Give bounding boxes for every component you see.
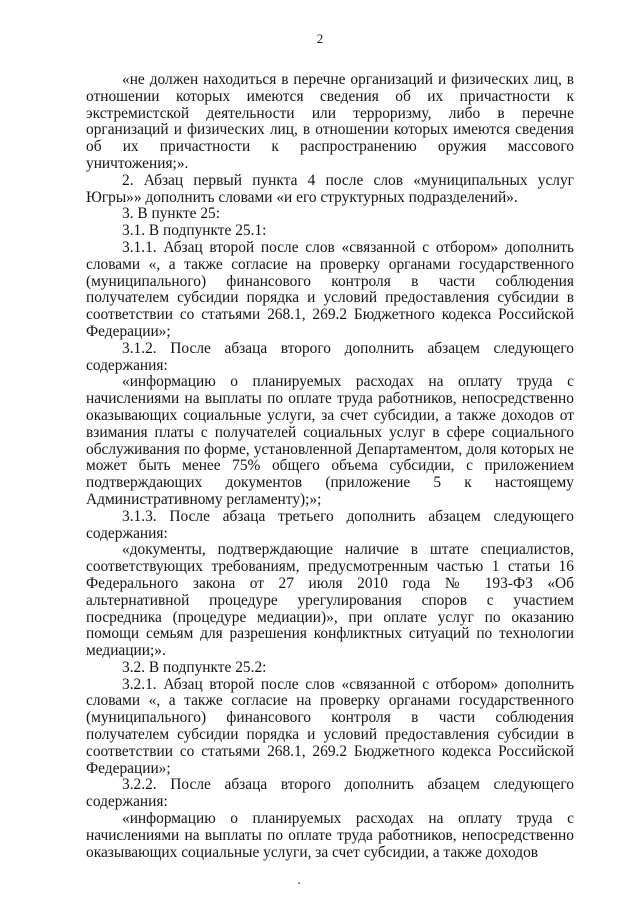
- paragraph-item-3-1: 3.1. В подпункте 25.1:: [122, 222, 267, 240]
- paragraph-item-3: 3. В пункте 25:: [122, 205, 221, 223]
- document-body: [86, 72, 574, 861]
- paragraph-quote-extremism: «не должен находиться в перечне организаций и физических лиц, в отношении которых имеются сведения об их причастности к экстремистской деятельности или терроризму, либо в перечне организаций и физических лиц, в отношении которых имеются сведения об их причастности к распространению оружия массового уничтожения;».: [86, 71, 574, 172]
- paragraph-item-3-1-3: 3.1.3. После абзаца третьего дополнить абзацем следующего содержания:: [86, 507, 574, 542]
- paragraph-item-3-2: 3.2. В подпункте 25.2:: [122, 658, 267, 676]
- paragraph-quote-labor-costs: «информацию о планируемых расходах на оплату труда с начислениями на выплаты по оплате труда работников, непосредственно оказывающих социальные услуги, за счет субсидии, а также доходов от взимания платы с получателей социальных услуг в сфере социального обслуживания по форме, установленной Департаментом, доля которых не может быть менее 75% общего объема субсидии, с приложением подтверждающих документов (приложение 5 к настоящему Административному регламенту);»;: [86, 373, 574, 508]
- paragraph-item-2: 2. Абзац первый пункта 4 после слов «муниципальных услуг Югры»» дополнить словами «и его структурных подразделений».: [86, 171, 574, 206]
- paragraph-item-3-1-2: 3.1.2. После абзаца второго дополнить абзацем следующего содержания:: [86, 339, 574, 374]
- paragraph-quote-mediation: «документы, подтверждающие наличие в штате специалистов, соответствующих требованиям, предусмотренным частью 1 статьи 16 Федерального закона от 27 июля 2010 года № 193-ФЗ «Об альтернативной процедуре урегулирования споров с участием посредника (процедуре медиации)», при оплате услуг по оказанию помощи семьям для разрешения конфликтных ситуаций по технологии медиации;».: [86, 541, 574, 660]
- paragraph-item-3-1-1: 3.1.1. Абзац второй после слов «связанной с отбором» дополнить словами «, а также согласие на проверку органами государственного (муниципального) финансового контроля в части соблюдения получателем субсидии порядка и условий предоставления субсидии в соответствии со статьями 268.1, 269.2 Бюджетного кодекса Российской Федерации»;: [86, 238, 574, 340]
- paragraph-quote-labor-costs-2: «информацию о планируемых расходах на оплату труда с начислениями на выплаты по оплате труда работников, непосредственно оказывающих социальные услуги, за счет субсидии, а также доходов: [86, 810, 574, 861]
- scan-speck: [298, 882, 300, 884]
- page-number: 2: [316, 31, 324, 46]
- paragraph-item-3-2-1: 3.2.1. Абзац второй после слов «связанной с отбором» дополнить словами «, а также согласие на проверку органами государственного (муниципального) финансового контроля в части соблюдения получателем субсидии порядка и условий предоставления субсидии в соответствии со статьями 268.1, 269.2 Бюджетного кодекса Российской Федерации»;: [86, 675, 574, 777]
- paragraph-item-3-2-2: 3.2.2. После абзаца второго дополнить абзацем следующего содержания:: [86, 776, 574, 811]
